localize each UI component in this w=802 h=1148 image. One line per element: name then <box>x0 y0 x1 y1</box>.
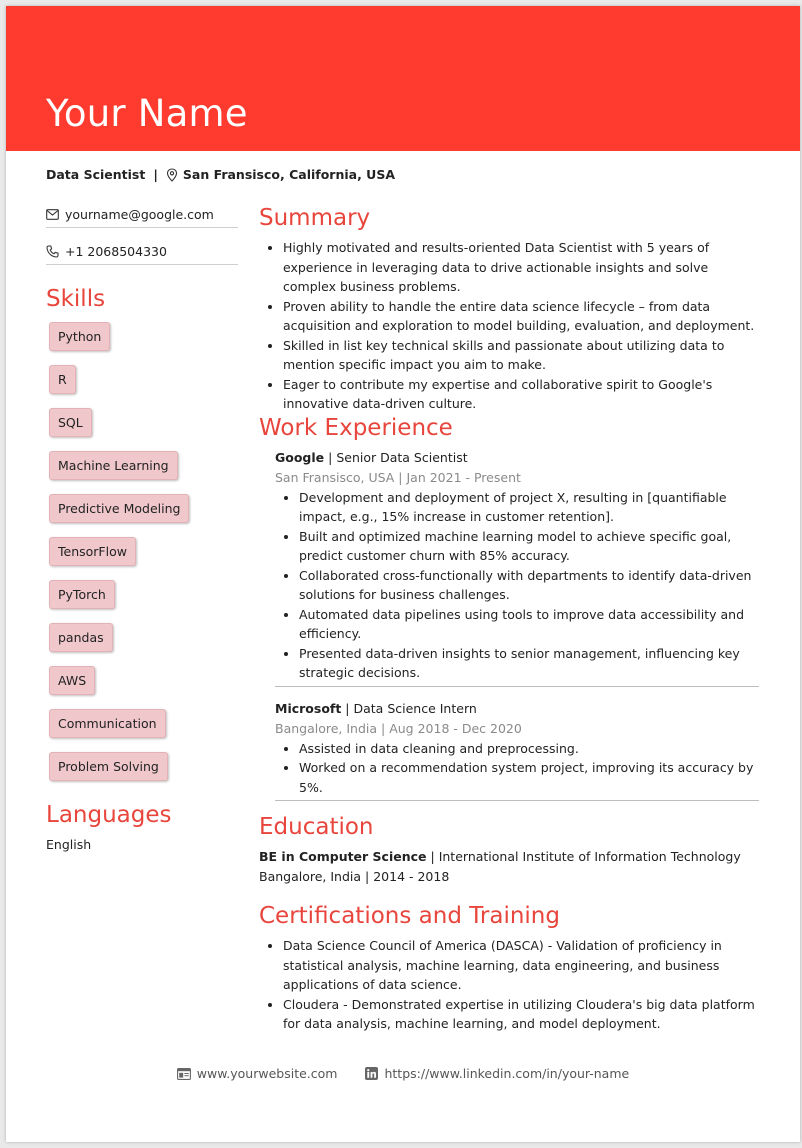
job-role: Senior Data Scientist <box>336 449 468 465</box>
header-banner <box>6 6 800 151</box>
email-row[interactable] <box>46 202 238 228</box>
list-item: • Presented data-driven insights to senior management, influencing key strategic decisions. <box>299 644 759 683</box>
website: www.yourwebsite.com <box>196 1066 338 1081</box>
education-entry <box>259 847 759 887</box>
skill-tag: Communication <box>49 709 166 738</box>
divider <box>275 686 759 687</box>
job-title: Data Scientist <box>46 167 146 182</box>
footer <box>6 1066 800 1081</box>
list-item: • Automated data pipelines using tools to improve data accessibility and efficiency. <box>299 605 759 644</box>
list-item: • Assisted in data cleaning and preprocessing. <box>299 739 759 759</box>
divider <box>275 800 759 801</box>
certifications-heading: Certifications and Training <box>259 903 560 929</box>
subheader <box>46 167 395 182</box>
education-degree-line: BE in Computer Science | International Institute of Information Technology <box>259 849 741 864</box>
mail-icon <box>46 209 59 220</box>
work-experience-heading: Work Experience <box>259 414 453 441</box>
location: San Fransisco, California, USA <box>182 167 396 182</box>
summary-list <box>259 238 759 414</box>
job-meta: Bangalore, India | Aug 2018 - Dec 2020 <box>275 720 522 736</box>
degree: BE in Computer Science <box>259 849 427 864</box>
list-item: • Highly motivated and results-oriented Data Scientist with 5 years of experience in leveraging data to drive actionable insights and solve complex business problems. <box>283 238 759 297</box>
skill-tag: pandas <box>49 623 113 652</box>
location-pin-icon <box>166 168 178 182</box>
linkedin-icon <box>365 1067 378 1080</box>
skill-tag: R <box>49 365 76 394</box>
skill-tag: PyTorch <box>49 580 115 609</box>
website-link[interactable] <box>177 1066 338 1081</box>
skill-tag: SQL <box>49 408 92 437</box>
certifications-list <box>259 936 759 1034</box>
phone: +1 2068504330 <box>65 243 167 259</box>
skill-tag: Problem Solving <box>49 752 168 781</box>
candidate-name: Your Name <box>46 92 248 135</box>
languages-heading: Languages <box>46 802 172 828</box>
phone-icon <box>46 245 59 258</box>
summary-heading: Summary <box>259 205 371 231</box>
job-heading: Microsoft | Data Science Intern <box>275 700 477 716</box>
skill-tag: AWS <box>49 666 95 695</box>
skill-tag: TensorFlow <box>49 537 136 566</box>
job-role: Data Science Intern <box>353 700 477 716</box>
list-item: • Worked on a recommendation system project, improving its accuracy by 5%. <box>299 758 759 797</box>
job-entry <box>259 448 759 687</box>
skill-tag: Python <box>49 322 110 351</box>
job-meta: San Fransisco, USA | Jan 2021 - Present <box>275 469 521 485</box>
education-heading: Education <box>259 814 374 840</box>
list-item: • Built and optimized machine learning model to achieve specific goal, predict customer churn with 85% accuracy. <box>299 527 759 566</box>
company-name: Google <box>275 449 325 465</box>
separator: | <box>153 167 158 182</box>
school: International Institute of Information Technology <box>438 849 741 864</box>
skill-tag: Machine Learning <box>49 451 178 480</box>
list-item: • Eager to contribute my expertise and collaborative spirit to Google's innovative data-driven culture. <box>283 375 759 414</box>
company-name: Microsoft <box>275 700 342 716</box>
list-item: • Collaborated cross-functionally with departments to identify data-driven solutions for business challenges. <box>299 566 759 605</box>
job-bullets <box>275 739 759 798</box>
email: yourname@google.com <box>65 206 214 222</box>
list-item: • Data Science Council of America (DASCA) - Validation of proficiency in statistical analysis, machine learning, data engineering, and business applications of data science. <box>283 936 759 995</box>
phone-row[interactable] <box>46 239 238 265</box>
linkedin-link[interactable] <box>365 1066 629 1081</box>
list-item: • Proven ability to handle the entire data science lifecycle – from data acquisition and exploration to model building, evaluation, and deployment. <box>283 297 759 336</box>
skills-heading: Skills <box>46 286 106 312</box>
education-details: Bangalore, India | 2014 - 2018 <box>259 869 450 884</box>
skill-tag: Predictive Modeling <box>49 494 189 523</box>
language-item: English <box>46 837 92 852</box>
list-item: • Cloudera - Demonstrated expertise in utilizing Cloudera's big data platform for data analysis, machine learning, and model deployment. <box>283 995 759 1034</box>
left-column <box>46 202 238 852</box>
job-bullets <box>275 488 759 683</box>
skills-list <box>46 322 238 795</box>
resume-page <box>6 6 800 1142</box>
linkedin: https://www.linkedin.com/in/your-name <box>384 1066 630 1081</box>
website-icon <box>177 1068 191 1080</box>
list-item: • Skilled in list key technical skills and passionate about utilizing data to mention specific impact you aim to make. <box>283 336 759 375</box>
job-entry <box>259 699 759 802</box>
job-heading: Google | Senior Data Scientist <box>275 449 468 465</box>
right-column <box>259 204 759 1034</box>
list-item: • Development and deployment of project X, resulting in [quantifiable impact, e.g., 15% increase in customer retention]. <box>299 488 759 527</box>
